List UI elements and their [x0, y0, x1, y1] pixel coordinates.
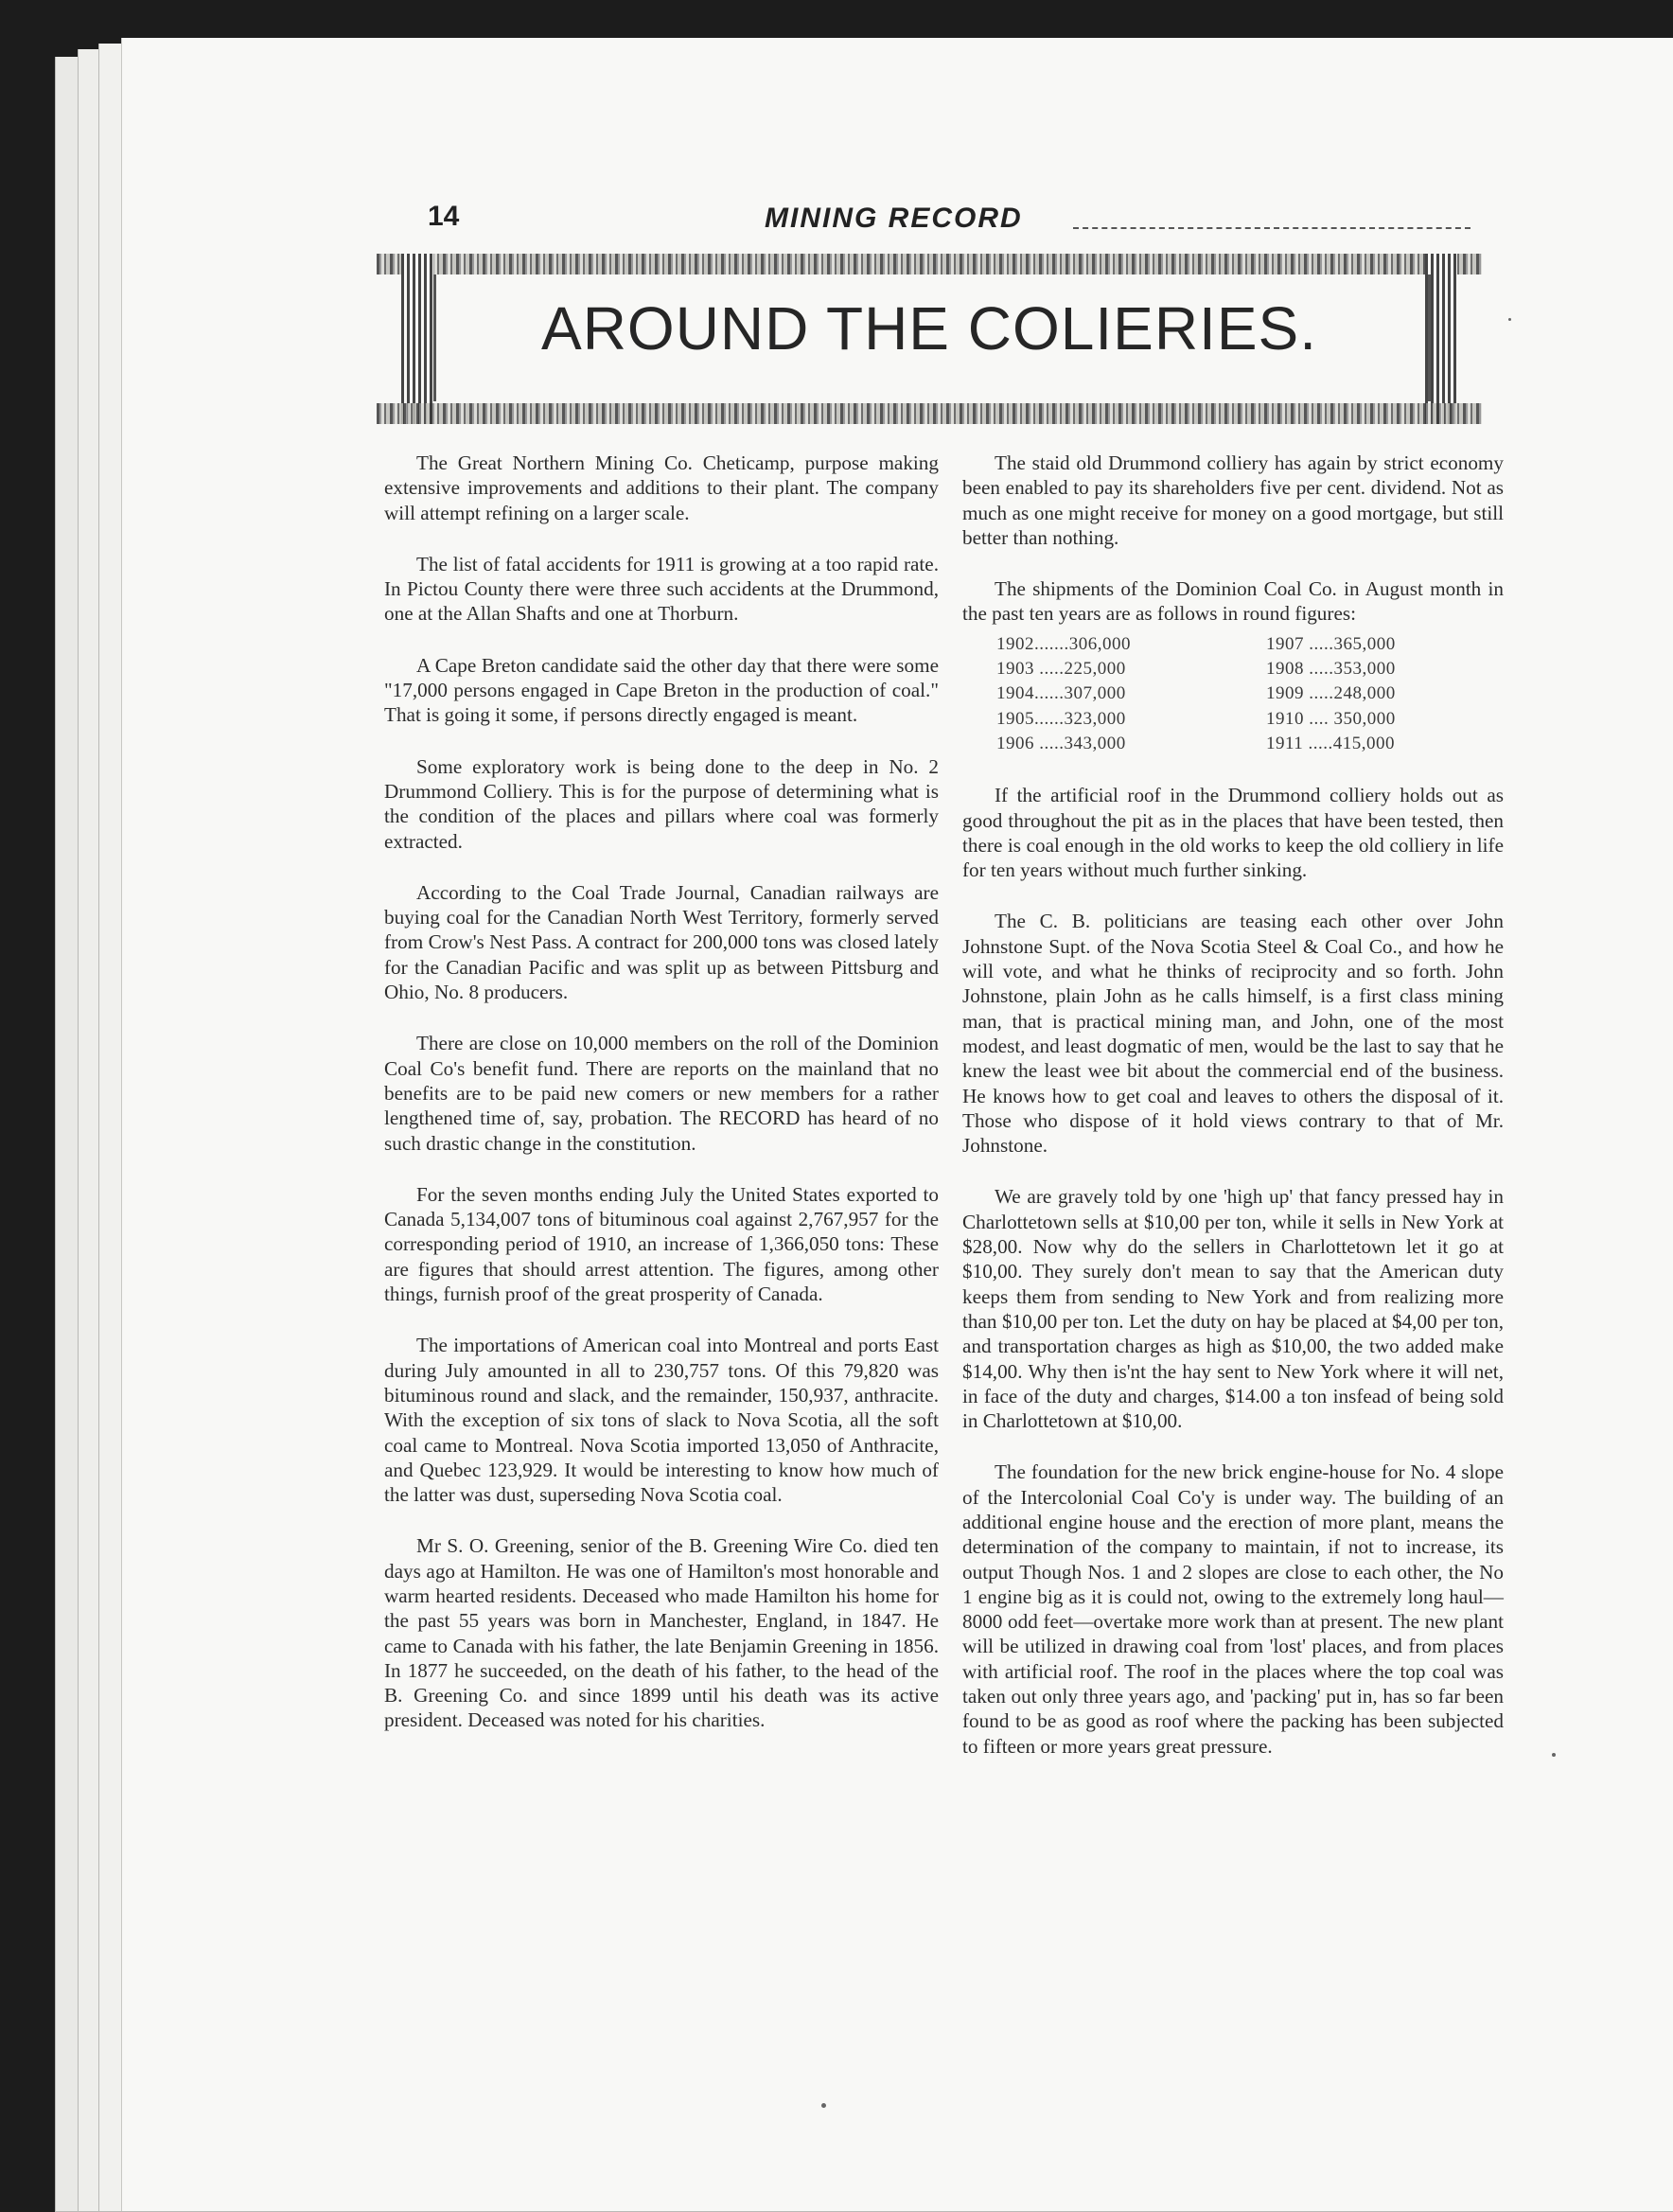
article-paragraph: According to the Coal Trade Journal, Canadian railways are buying coal for the Canadian North West Territory, formerly served from Crow's Nest Pass. A contract for 200,000 tons was closed lately for the Canadian Pacific and was split up as between Pittsburg and Ohio, No. 8 producers.: [384, 880, 939, 1004]
article-paragraph: There are close on 10,000 members on the roll of the Dominion Coal Co's benefit fund. There are reports on the mainland that no benefits are to be paid new comers or new members for a rather lengthened time of, say, probation. The RECORD has heard of no such drastic change in the constitution.: [384, 1032, 939, 1155]
shipment-row: 1903 .....225,000: [996, 659, 1126, 680]
shipments-column-left: [996, 632, 1228, 756]
shipment-row: 1910 .... 350,000: [1266, 708, 1396, 729]
shipment-row: 1902.......306,000: [996, 633, 1131, 654]
article-paragraph: A Cape Breton candidate said the other day that there were some "17,000 persons engaged in Cape Breton in the production of coal." That is going it some, if persons directly engaged is meant.: [384, 653, 939, 727]
section-title: AROUND THE COLIERIES.: [541, 294, 1317, 363]
print-speck: [1552, 1753, 1556, 1757]
article-paragraph: If the artificial roof in the Drummond colliery holds out as good throughout the pit as in the places that have been tested, then there is coal enough in the old works to keep the old colliery in life for ten years without much further sinking.: [962, 784, 1504, 882]
article-paragraph: We are gravely told by one 'high up' that fancy pressed hay in Charlottetown sells at $10,00 per ton, while it sells in New York at $28,00. Now why do the sellers in Charlottetown let it go at $10,00. They surely don't mean to say that the American duty keeps them from sending to New York and from realizing more than $10,00 per ton. Let the duty on hay be placed at $4,00 per ton, and transportation charges as high as $10,00, the two added make $14,00. Why then is'nt the hay sent to New York where it will net, in face of the duty and charges, $14.00 a ton insfead of being sold in Charlottetown at $10,00.: [962, 1185, 1504, 1433]
article-paragraph: The staid old Drummond colliery has again by strict economy been enabled to pay its shareholders five per cent. dividend. Not as much as one might receive for money on a good mortgage, but still better than nothing.: [962, 451, 1504, 549]
print-speck: [821, 2103, 826, 2108]
article-paragraph: The importations of American coal into Montreal and ports East during July amounted in all to 230,757 tons. Of this 79,820 was bituminous round and slack, and the remainder, 150,937, anthracite. With the exception of six tons of slack to Nova Scotia, all the soft coal came to Montreal. Nova Scotia imported 13,050 of Anthracite, and Quebec 123,929. It would be interesting to know how much of the latter was dust, superseding Nova Scotia coal.: [384, 1334, 939, 1507]
left-column: [384, 451, 939, 1760]
shipment-row: 1905......323,000: [996, 708, 1126, 729]
article-paragraph: The C. B. politicians are teasing each other over John Johnstone Supt. of the Nova Scotia Steel & Coal Co., and how he will vote, and what he thinks of reciprocity and so forth. John Johnstone, plain John as he calls himself, is a first class mining man, that is practical mining man, and John, one of the most modest, and least dogmatic of men, would be the last to say that he knew the least wee bit about the commercial end of the business. He knows how to get coal and leaves to others the disposal of it. Those who dispose of it hold views contrary to that of Mr. Johnstone.: [962, 910, 1504, 1158]
header-rule: [1073, 227, 1470, 229]
page-header: [428, 201, 1478, 239]
print-speck: [1508, 318, 1511, 321]
article-paragraph: Some exploratory work is being done to the deep in No. 2 Drummond Colliery. This is for the purpose of determining what is the condition of the places and pillars where coal was formerly extracted.: [384, 754, 939, 853]
banner-bottom-border: [377, 403, 1482, 424]
running-title: MINING RECORD: [765, 203, 1023, 234]
article-paragraph: The Great Northern Mining Co. Cheticamp, purpose making extensive improvements and additions to their plant. The company will attempt refining on a larger scale.: [384, 451, 939, 524]
shipment-row: 1906 .....343,000: [996, 733, 1126, 753]
article-paragraph: Mr S. O. Greening, senior of the B. Greening Wire Co. died ten days ago at Hamilton. He was one of Hamilton's most honorable and warm hearted residents. Deceased who made Hamilton his home for the past 55 years was born in Manchester, England, in 1847. He came to Canada with his father, the late Benjamin Greening in 1856. In 1877 he succeeded, on the death of his father, to the head of the B. Greening Co. and since 1899 until his death was its active president. Deceased was noted for his charities.: [384, 1534, 939, 1732]
banner-left-ornament: [401, 254, 433, 424]
banner-top-border: [377, 254, 1482, 274]
article-paragraph: For the seven months ending July the United States exported to Canada 5,134,007 tons of bituminous coal against 2,767,957 for the corresponding period of 1910, an increase of 1,366,050 tons: These are figures that should arrest attention. The figures, among other things, furnish proof of the great prosperity of Canada.: [384, 1182, 939, 1306]
shipments-column-right: [1266, 632, 1498, 756]
section-banner: [377, 254, 1482, 424]
article-paragraph: The list of fatal accidents for 1911 is growing at a too rapid rate. In Pictou County there were three such accidents at the Drummond, one at the Allan Shafts and one at Thorburn.: [384, 552, 939, 626]
shipment-row: 1908 .....353,000: [1266, 659, 1396, 680]
shipment-row: 1907 .....365,000: [1266, 633, 1396, 654]
article-paragraph: The foundation for the new brick engine-house for No. 4 slope of the Intercolonial Coal Co'y is under way. The building of an additional engine house and the erection of more plant, means the determination of the company to maintain, if not to increase, its output Though Nos. 1 and 2 slopes are close to each other, the No 1 engine big as it is could not, owing to the extremely long haul—8000 odd feet—overtake more work than at present. The new plant will be utilized in drawing coal from 'lost' places, and from places with artificial roof. The roof in the places where the top coal was taken out only three years ago, and 'packing' put in, has so far been found to be as good as roof where the packing has been subjected to fifteen or more years great pressure.: [962, 1460, 1504, 1758]
page-number: 14: [428, 201, 460, 232]
shipments-table: [962, 632, 1504, 756]
shipment-row: 1911 .....415,000: [1266, 733, 1396, 753]
article-paragraph: The shipments of the Dominion Coal Co. in August month in the past ten years are as follows in round figures:: [962, 577, 1504, 626]
right-column: [962, 451, 1504, 1785]
shipment-row: 1904......307,000: [996, 683, 1126, 704]
shipment-row: 1909 .....248,000: [1266, 683, 1396, 704]
